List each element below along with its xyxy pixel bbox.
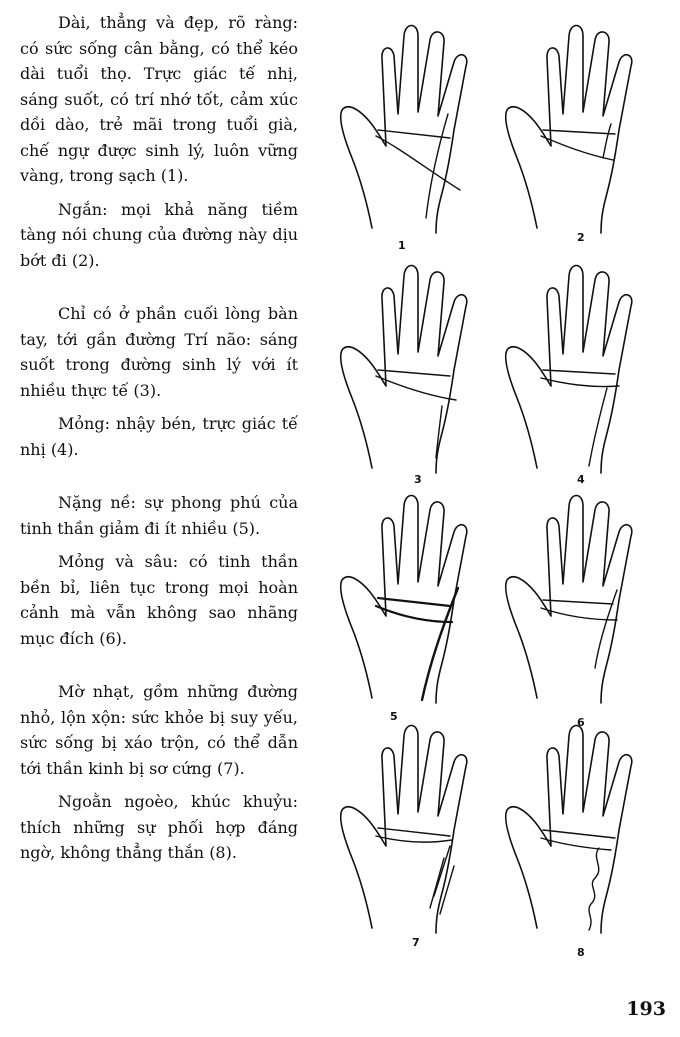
- hand-figure-2: [506, 26, 632, 245]
- figure-label-4: 4: [577, 473, 585, 486]
- figure-label-2: 2: [577, 231, 585, 244]
- figure-label-7: 7: [412, 936, 420, 949]
- figure-label-1: 1: [398, 239, 406, 252]
- paragraph-4: Mỏng: nhậy bén, trực giác tế nhị (4).: [20, 414, 298, 459]
- figure-label-8: 8: [577, 946, 585, 959]
- paragraph-8: Ngoằn ngoèo, khúc khuỷu: thích những sự phối hợp đáng ngờ, không thẳng thắn (8).: [20, 792, 298, 862]
- paragraph-7: Mờ nhạt, gồm những đường nhỏ, lộn xộn: sức khỏe bị suy yếu, sức sống bị xáo trộn, có thể dẫn tới thần kinh bị sơ cứng (7).: [20, 682, 298, 778]
- hand-figure-7: [341, 726, 467, 950]
- hand-figure-8: [506, 726, 632, 960]
- paragraph-6: Mỏng và sâu: có tinh thần bền bỉ, liên tục trong mọi hoàn cảnh mà vẫn không sao nhãng mục đích (6).: [20, 552, 298, 648]
- paragraph-3: Chỉ có ở phần cuối lòng bàn tay, tới gần đường Trí não: sáng suốt trong đường sinh lý với ít nhiều thực tế (3).: [20, 304, 298, 400]
- paragraph-2: Ngắn: mọi khả năng tiềm tàng nói chung của đường này dịu bớt đi (2).: [20, 199, 298, 270]
- hand-figure-1: [341, 26, 467, 253]
- hand-figures: [330, 18, 660, 968]
- hand-figure-6: [506, 496, 632, 730]
- figure-label-5: 5: [390, 710, 398, 723]
- hand-figure-5: [341, 496, 467, 724]
- paragraph-1: Dài, thẳng và đẹp, rõ ràng: có sức sống cân bằng, có thể kéo dài tuổi thọ. Trực giác tế nhị, sáng suốt, có trí nhớ tốt, cảm xúc dồi dào, trẻ mãi trong tuổi già, chế ngự được sinh lý, luôn vững vàng, trong sạch (1).: [20, 13, 298, 185]
- hand-figure-3: [341, 266, 467, 487]
- figure-label-3: 3: [414, 473, 422, 486]
- paragraph-5: Nặng nề: sự phong phú của tinh thần giảm đi ít nhiều (5).: [20, 493, 298, 538]
- hand-figure-4: [506, 266, 632, 487]
- text-column: [20, 10, 298, 866]
- figure-label-6: 6: [577, 716, 585, 729]
- page-number: 193: [626, 998, 666, 1020]
